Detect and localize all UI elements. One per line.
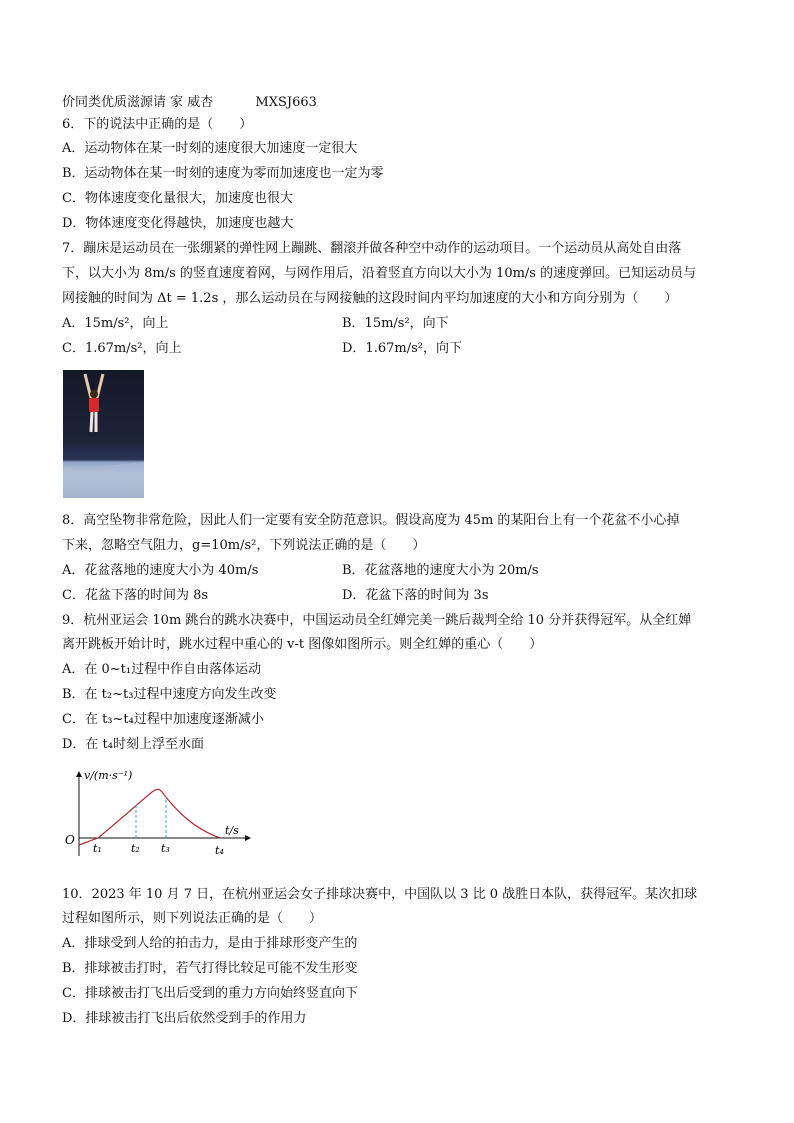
document-code: MXSJ663: [255, 95, 317, 110]
question-8-option-d: D．花盆下落的时间为 3s: [342, 588, 489, 603]
question-10-option-b: B．排球被击打时，若气打得比较足可能不发生形变: [62, 961, 358, 976]
graph-tick-t3: t₃: [161, 842, 170, 855]
question-6-stem: 6．下的说法中正确的是（ ）: [62, 117, 253, 132]
question-8-option-b: B．花盆落地的速度大小为 20m/s: [342, 563, 539, 578]
graph-x-label: t/s: [225, 824, 239, 837]
question-8-option-a: A．花盆落地的速度大小为 40m/s: [62, 563, 259, 578]
question-7-option-c: C．1.67m/s²，向上: [62, 341, 182, 356]
graph-y-label: v/(m·s⁻¹): [84, 769, 133, 782]
question-10-stem-line-2: 过程如图所示，则下列说法正确的是（ ）: [62, 911, 323, 926]
question-6-option-d: D．物体速度变化得越快，加速度也越大: [62, 216, 294, 231]
question-7-option-a: A．15m/s²，向上: [62, 316, 169, 331]
trampoline-athlete-photo: [63, 370, 144, 498]
v-t-graph: [62, 768, 262, 864]
graph-velocity-curve: [79, 789, 220, 845]
question-7-stem-line-2: 下，以大小为 8m/s 的竖直速度着网，与网作用后，沿着竖直方向以大小为 10m/s 的速度弹回。已知运动员与: [62, 266, 697, 281]
question-7-stem-line-3: 网接触的时间为 Δt = 1.2s ，那么运动员在与网接触的这段时间内平均加速度的大小和方向分别为（ ）: [62, 291, 678, 306]
watermark-header: [62, 91, 317, 110]
question-8-stem-line-2: 下来，忽略空气阻力，g=10m/s²，下列说法正确的是（ ）: [62, 538, 426, 553]
question-8-stem-line-1: 8．高空坠物非常危险，因此人们一定要有安全防范意识。假设高度为 45m 的某阳台上有一个花盆不小心掉: [62, 513, 680, 528]
question-7-option-b: B．15m/s²，向下: [342, 316, 449, 331]
question-10-option-c: C．排球被击打飞出后受到的重力方向始终竖直向下: [62, 986, 358, 1001]
question-10-option-d: D．排球被击打飞出后依然受到手的作用力: [62, 1011, 307, 1026]
graph-origin-label: O: [65, 833, 75, 847]
question-6-option-c: C．物体速度变化量很大，加速度也很大: [62, 191, 293, 206]
question-10-option-a: A．排球受到人给的拍击力，是由于排球形变产生的: [62, 936, 358, 951]
question-7-option-d: D．1.67m/s²，向下: [342, 341, 462, 356]
graph-tick-t4: t₄: [215, 844, 224, 857]
question-9-option-a: A．在 0~t₁过程中作自由落体运动: [62, 662, 262, 677]
question-7-stem-line-1: 7．蹦床是运动员在一张绷紧的弹性网上蹦跳、翻滚并做各种空中动作的运动项目。一个运动员从高处自由落: [62, 241, 682, 256]
question-9-option-b: B．在 t₂~t₃过程中速度方向发生改变: [62, 687, 277, 702]
question-9-option-c: C．在 t₃~t₄过程中加速度逐渐减小: [62, 712, 264, 727]
question-9-option-d: D．在 t₄时刻上浮至水面: [62, 737, 204, 752]
question-6-option-b: B．运动物体在某一时刻的速度为零而加速度也一定为零: [62, 166, 384, 181]
question-6-option-a: A．运动物体在某一时刻的速度很大加速度一定很大: [62, 141, 358, 156]
watermark-text: 价同类优质滋源请 家 威杏: [62, 95, 214, 110]
question-8-option-c: C．花盆下落的时间为 8s: [62, 588, 209, 603]
graph-tick-t2: t₂: [131, 842, 140, 855]
graph-tick-t1: t₁: [93, 842, 102, 855]
question-10-stem-line-1: 10．2023 年 10 月 7 日，在杭州亚运会女子排球决赛中，中国队以 3 比 0 战胜日本队，获得冠军。某次扣球: [62, 887, 698, 902]
question-9-stem-line-1: 9．杭州亚运会 10m 跳台的跳水决赛中，中国运动员全红婵完美一跳后裁判全给 10 分并获得冠军。从全红婵: [62, 613, 692, 628]
question-9-stem-line-2: 离开跳板开始计时，跳水过程中重心的 v-t 图像如图所示。则全红婵的重心（ ）: [62, 637, 543, 652]
